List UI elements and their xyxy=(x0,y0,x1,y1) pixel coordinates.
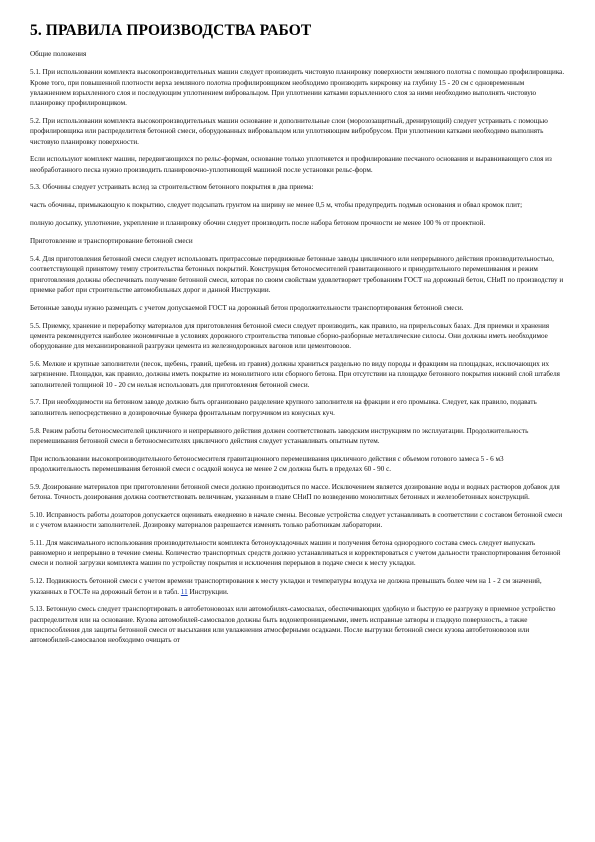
paragraph: 5.2. При использовании комплекта высокопроизводительных машин основание и дополнительные слои (морозозащитный, дренирующий) следует устраивать с помощью профилировщика или распределителя бетонной смеси, оборудованных вибровальцом или уплотняющим вибробрусом. При уплотнении катками необходимо выполнять чистовую планировку поверхности. xyxy=(30,116,548,146)
paragraph: 5.4. Для приготовления бетонной смеси следует использовать притрассовые передвижные бетонные заводы цикличного или непрерывного действия производительностью, соответствующей принятому темпу строительства бетонных покрытий. Конструкция бетоносмесителей гравитационного и принудительного перемешивания и режим приготовления должны обеспечивать получение бетонной смеси, которая по своим свойствам удовлетворяет требованиям ГОСТ на дорожный бетон, СНиП по производству и приемке работ при строительстве автомобильных дорог и данной Инструкции. xyxy=(30,255,564,295)
paragraph: 5.3. Обочины следует устраивать вслед за строительством бетонного покрытия в два приема: xyxy=(30,183,314,192)
paragraph: Бетонные заводы нужно размещать с учетом допускаемой ГОСТ на дорожный бетон продолжительности транспортирования бетонной смеси. xyxy=(30,303,464,312)
paragraph: 5.5. Приемку, хранение и переработку материалов для приготовления бетонной смеси следует производить, как правило, на прирельсовых базах. Для приемки и хранения цемента рекомендуется наиболее экономичные в условиях дорожного строительства типовые сборно-разборные металлические силосы. Они должны иметь необходимое оборудование для механизированной разгрузки цемента из железнодорожных вагонов или цементовозов. xyxy=(30,321,550,351)
paragraph: 5.6. Мелкие и крупные заполнители (песок, щебень, гравий, щебень из гравия) должны храниться раздельно по виду породы и фракциям на площадках, исключающих их загрязнение. Площадки, как правило, должны иметь покрытие из монолитного или сборного бетона. При отсутствии на площадке бетонного покрытия нижний слой штабеля заполнителей толщиной 10 - 20 см нельзя использовать для приготовления бетонной смеси. xyxy=(30,360,560,389)
paragraph: 5.8. Режим работы бетоносмесителей цикличного и непрерывного действия должен соответствовать заводским инструкциям по эксплуатации. Продолжительность перемешивания бетонной смеси в бетоносмесителях цикличного действия следует устанавливать опытным путем. xyxy=(30,426,529,445)
paragraph: 5.1. При использовании комплекта высокопроизводительных машин следует производить чистовую планировку поверхности земляного полотна с помощью профилировщика. Кроме того, при повышенной плотности верха земляного полотна профилировщиком необходимо производить киркровку на глубину 15 - 20 см с одновременным увлажнением взрыхленного слоя и последующим уплотнением вибровальцом. При уплотнении катками взрыхленного слоя за ними необходимо выполнять чистовую планировку профилировщиком. xyxy=(30,68,565,108)
paragraph: 5.9. Дозирование материалов при приготовлении бетонной смеси должно производиться по массе. Исключением является дозирование воды и водных растворов добавок для бетона. Точность дозирования должна соответствовать величинам, указанным в главе СНиП по возведению монолитных бетонных и железобетонных конструкций. xyxy=(30,482,560,501)
paragraph: 5.7. При необходимости на бетонном заводе должно быть организовано разделение крупного заполнителя на фракции и его промывка. Следует, как правило, подавать заполнитель непосредственно в дозировочные бункера фронтальным погрузчиком из конусных куч. xyxy=(30,398,537,417)
table-reference-link[interactable]: 11 xyxy=(180,587,188,596)
paragraph: Если используют комплект машин, передвигающихся по рельс-формам, основание только уплотняется и профилирование песчаного основания и выравнивающего слоя из необработанного песка нужно производить планировочно-уплотняющей машиной после установки рельс-форм. xyxy=(30,155,552,174)
paragraph-text: 5.12. Подвижность бетонной смеси с учетом времени транспортирования к месту укладки и температуры воздуха не должна превышать более чем на 1 - 2 см значений, указанных в ГОСТе на дорожный бетон и в табл. xyxy=(30,577,542,596)
paragraph-text-tail: Инструкции. xyxy=(187,587,229,596)
section-subheading: Приготовление и транспортирование бетонной смеси xyxy=(30,236,193,245)
page-title: 5. ПРАВИЛА ПРОИЗВОДСТВА РАБОТ xyxy=(30,22,312,39)
paragraph: 5.11. Для максимального использования производительности комплекта бетоноукладочных машин и получения бетона однородного состава смесь следует выпускать равномерно и непрерывно в течение смены. Количество транспортных средств должно устанавливаться и корректироваться с учетом дальности транспортирования бетонной смеси и полной загрузки комплекта машин по устройству покрытия и исключения перерывов в подаче смеси к месту укладки. xyxy=(30,538,561,568)
paragraph xyxy=(30,576,565,597)
paragraph: При использовании высокопроизводительного бетоносмесителя гравитационного перемешивания цикличного действия с объемом готового замеса 5 - 6 м3 продолжительность перемешивания бетонной смеси с осадкой конуса не менее 2 см должна быть в пределах 60 - 90 с. xyxy=(30,454,504,473)
paragraph: 5.10. Исправность работы дозаторов допускается оценивать ежедневно в начале смены. Весовые устройства следует устанавливать в соответствии с составом бетонной смеси и с учетом влажности заполнителей. Дозировку материалов разрешается изменять только работникам лаборатории. xyxy=(30,510,563,530)
paragraph: 5.13. Бетонную смесь следует транспортировать в автобетоновозах или автомобилях-самосвалах, обеспечивающих удобную и быструю ее разгрузку в приемное устройство распределителя или на основание. Кузова автомобилей-самосвалов должны быть водонепроницаемыми, иметь исправные затворы и гладкую поверхность, а также приспособления для защиты бетонной смеси от высыхания или увлажнения атмосферными осадками. После выгрузки бетонной смеси кузова автобетоновозов или автомобилей-самосвалов необходимо очищать от xyxy=(30,605,556,645)
paragraph: часть обочины, примыкающую к покрытию, следует подсыпать грунтом на ширину не менее 0,5 м, чтобы предупредить подмыв основания и обвал кромок плит; xyxy=(30,201,523,210)
document-body xyxy=(30,49,565,646)
paragraph: полную досыпку, уплотнение, укрепление и планировку обочин следует производить после набора бетоном прочности не менее 100 % от проектной. xyxy=(30,219,486,228)
section-subheading: Общие положения xyxy=(30,50,87,58)
document-page xyxy=(30,22,565,653)
